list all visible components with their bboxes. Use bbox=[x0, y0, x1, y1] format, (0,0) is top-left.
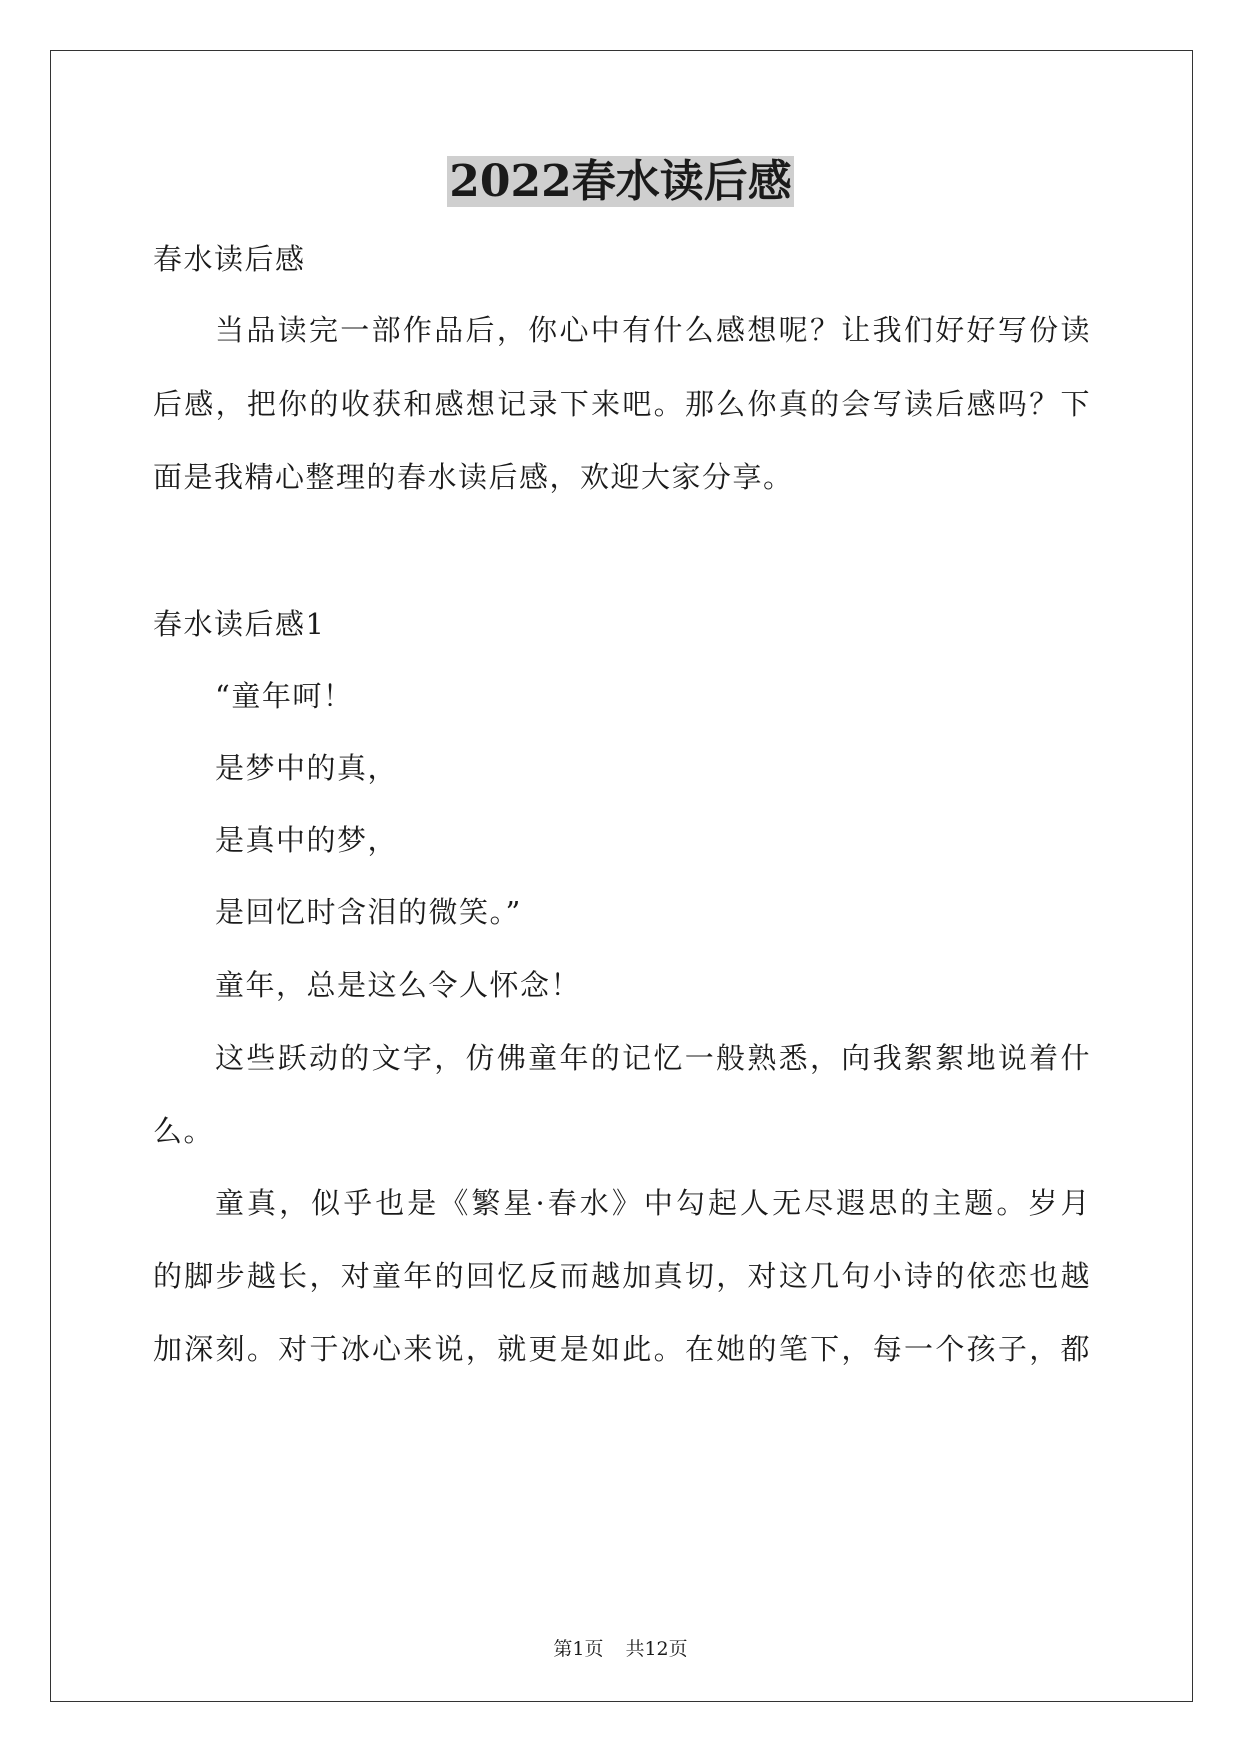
page-total: 共12页 bbox=[625, 1638, 688, 1660]
poem-line: 是回忆时含泪的微笑。” bbox=[215, 895, 522, 929]
paragraph-line: 这些跃动的文字，仿佛童年的记忆一般熟悉，向我絮絮地说着什 bbox=[215, 1041, 1091, 1075]
paragraph-line: 后感，把你的收获和感想记录下来吧。那么你真的会写读后感吗？下 bbox=[153, 387, 1091, 421]
document-title bbox=[0, 152, 1241, 212]
section-heading: 春水读后感 bbox=[153, 242, 306, 276]
paragraph-line: 童真，似乎也是《繁星·春水》中勾起人无尽遐思的主题。岁月 bbox=[215, 1186, 1091, 1220]
paragraph-line: 面是我精心整理的春水读后感，欢迎大家分享。 bbox=[153, 460, 794, 494]
paragraph-line: 的脚步越长，对童年的回忆反而越加真切，对这几句小诗的依恋也越 bbox=[153, 1259, 1091, 1293]
paragraph-line: 么。 bbox=[153, 1114, 215, 1148]
section-heading: 春水读后感1 bbox=[153, 607, 326, 641]
poem-line: “童年呵！ bbox=[215, 679, 354, 713]
document-title-text: 2022春水读后感 bbox=[449, 156, 792, 207]
paragraph-line: 加深刻。对于冰心来说，就更是如此。在她的笔下，每一个孩子，都 bbox=[153, 1332, 1091, 1366]
paragraph-line: 当品读完一部作品后，你心中有什么感想呢？让我们好好写份读 bbox=[215, 313, 1091, 347]
page-number: 第1页 bbox=[553, 1638, 604, 1660]
page-footer bbox=[0, 1637, 1241, 1661]
page-border bbox=[50, 50, 1193, 1702]
poem-line: 是真中的梦， bbox=[215, 823, 399, 857]
poem-line: 是梦中的真， bbox=[215, 751, 399, 785]
paragraph-line: 童年，总是这么令人怀念！ bbox=[215, 968, 582, 1002]
